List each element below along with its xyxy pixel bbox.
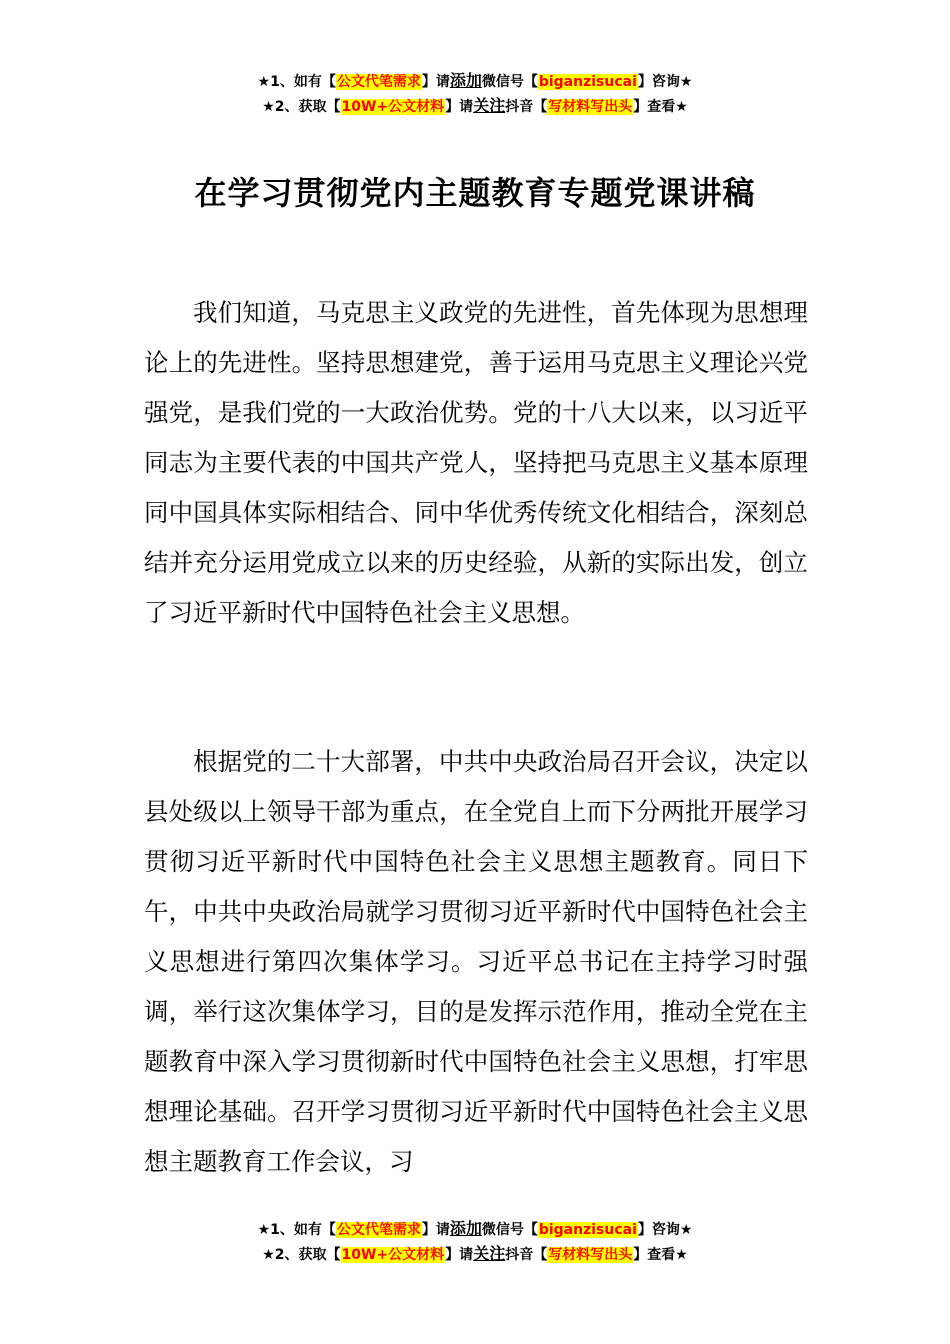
body-paragraph-1: 我们知道，马克思主义政党的先进性，首先体现为思想理论上的先进性。坚持思想建党，善于运用马克思主义理论兴党强党，是我们党的一大政治优势。党的十八大以来，以习近平同志为主要代表的中国共产党人，坚持把马克思主义基本原理同中国具体实际相结合、同中华优秀传统文化相结合，深刻总结并充分运用党成立以来的历史经验，从新的实际出发，创立了习近平新时代中国特色社会主义思想。: [144, 298, 808, 627]
body-paragraph-2: 根据党的二十大部署，中共中央政治局召开会议，决定以县处级以上领导干部为重点，在全党自上而下分两批开展学习贯彻习近平新时代中国特色社会主义思想主题教育。同日下午，中共中央政治局就学习贯彻习近平新时代中国特色社会主义思想进行第四次集体学习。习近平总书记在主持学习时强调，举行这次集体学习，目的是发挥示范作用，推动全党在主题教育中深入学习贯彻新时代中国特色社会主义思想，打牢思想理论基础。召开学习贯彻习近平新时代中国特色社会主义思想主题教育工作会议，习: [144, 747, 808, 1176]
banner-line-2: ★2、获取【10W+公文材料】请关注抖音【写材料写出头】查看★: [262, 96, 688, 115]
banner-line-1: ★1、如有【公文代笔需求】请添加微信号【biganzisucai】咨询★: [257, 71, 693, 90]
footer-banner: [0, 1217, 950, 1267]
highlight-ghostwriting: 公文代笔需求: [336, 74, 421, 90]
highlight-wechat-id: biganzisucai: [538, 74, 637, 90]
highlight-douyin: 写材料写出头: [548, 1247, 633, 1263]
highlight-wechat-id: biganzisucai: [538, 1222, 637, 1238]
highlight-materials: 10W+公文材料: [341, 99, 445, 115]
highlight-douyin: 写材料写出头: [548, 99, 633, 115]
highlight-ghostwriting: 公文代笔需求: [336, 1222, 421, 1238]
banner-line-2: ★2、获取【10W+公文材料】请关注抖音【写材料写出头】查看★: [262, 1244, 688, 1263]
banner-line-1: ★1、如有【公文代笔需求】请添加微信号【biganzisucai】咨询★: [257, 1219, 693, 1238]
header-banner: [0, 69, 950, 119]
highlight-materials: 10W+公文材料: [341, 1247, 445, 1263]
document-title: 在学习贯彻党内主题教育专题党课讲稿: [194, 174, 756, 213]
